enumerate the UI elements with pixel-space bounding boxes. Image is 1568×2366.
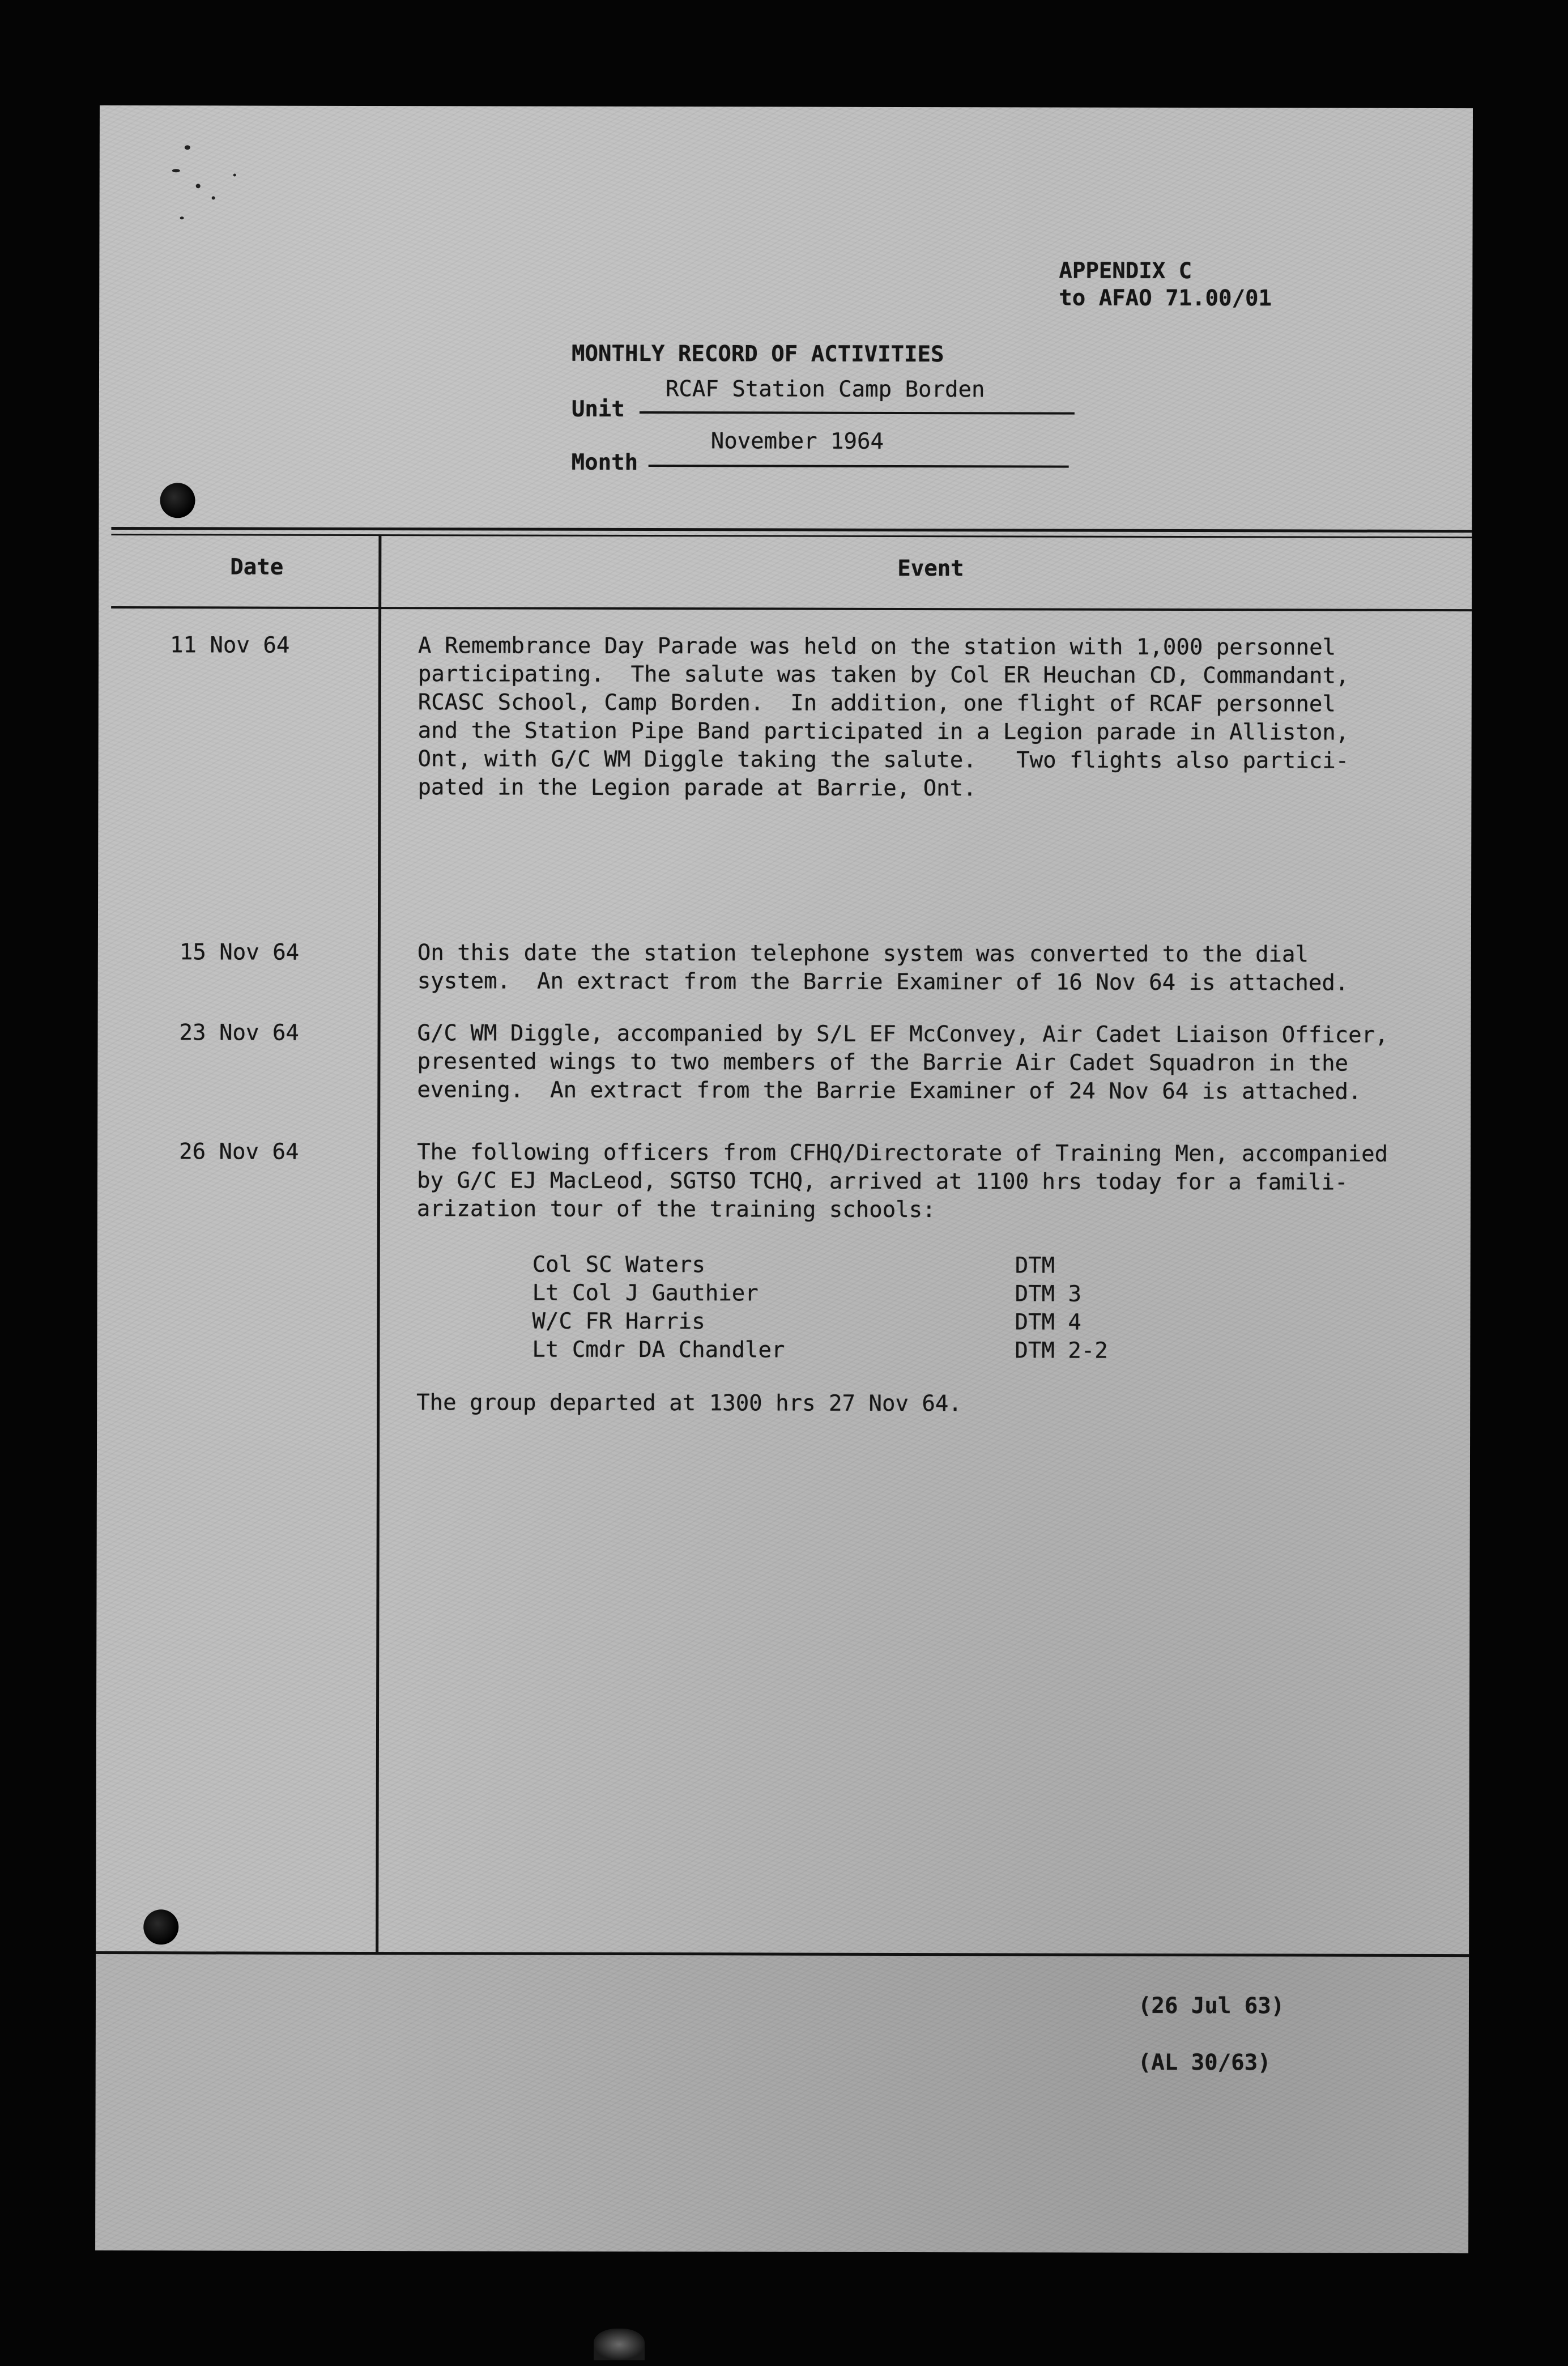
event-line: A Remembrance Day Parade was held on the station with 1,000 personnel — [417, 633, 1336, 661]
event-entry — [417, 632, 1349, 803]
event-entry — [417, 939, 1349, 997]
month-label: Month — [571, 449, 638, 475]
unit-value: RCAF Station Camp Borden — [665, 376, 985, 403]
event-line: by G/C EJ MacLeod, SGTSO TCHQ, arrived at 1100 hrs today for a famili- — [416, 1168, 1348, 1195]
event-entry — [417, 1019, 1388, 1107]
amendment-stamp: (AL 30/63) — [1137, 2049, 1271, 2076]
officer-dept: DTM 2-2 — [1015, 1338, 1108, 1364]
event-line: pated in the Legion parade at Barrie, Ont. — [417, 775, 977, 802]
table-top-rule-2 — [111, 534, 1472, 538]
event-closing-line: The group departed at 1300 hrs 27 Nov 64. — [416, 1390, 962, 1417]
ink-speck — [212, 196, 215, 199]
officer-dept: DTM 3 — [1015, 1281, 1082, 1307]
entry-date: 11 Nov 64 — [169, 632, 290, 658]
month-underline — [649, 465, 1069, 468]
ink-speck — [196, 184, 201, 188]
punch-hole-top — [160, 483, 195, 518]
event-line: presented wings to two members of the Barrie Air Cadet Squadron in the — [417, 1049, 1349, 1076]
event-line: G/C WM Diggle, accompanied by S/L EF McConvey, Air Cadet Liaison Officer, — [417, 1020, 1388, 1048]
event-line: arization tour of the training schools: — [416, 1196, 936, 1223]
unit-underline — [640, 411, 1075, 415]
officer-name: Lt Col J Gauthier — [532, 1280, 759, 1307]
header-divider — [111, 606, 1472, 611]
event-line: Ont, with G/C WM Diggle taking the salute. Two flights also partici- — [417, 746, 1349, 774]
punch-hole-bottom — [143, 1909, 178, 1944]
event-line: evening. An extract from the Barrie Examiner of 24 Nov 64 is attached. — [417, 1077, 1362, 1105]
month-value: November 1964 — [710, 428, 884, 454]
event-line: participating. The salute was taken by Col ER Heuchan CD, Commandant, — [417, 661, 1349, 689]
unit-label: Unit — [571, 396, 625, 422]
ink-speck — [180, 216, 184, 219]
event-line: system. An extract from the Barrie Examiner of 16 Nov 64 is attached. — [417, 968, 1349, 996]
officer-dept: DTM — [1015, 1253, 1055, 1279]
binder-clip — [594, 2329, 645, 2360]
ink-speck — [233, 173, 236, 176]
ink-speck — [172, 169, 180, 172]
event-line: and the Station Pipe Band participated in a Legion parade in Alliston, — [417, 718, 1349, 746]
reference-label: to AFAO 71.00/01 — [1059, 285, 1272, 312]
table-top-rule — [111, 527, 1472, 533]
event-line: RCASC School, Camp Borden. In addition, one flight of RCAF personnel — [417, 690, 1336, 717]
officer-name: Col SC Waters — [532, 1252, 706, 1278]
form-title: MONTHLY RECORD OF ACTIVITIES — [572, 341, 944, 368]
column-header-event: Event — [897, 555, 964, 582]
entry-date: 23 Nov 64 — [179, 1020, 299, 1046]
event-line: The following officers from CFHQ/Directorate of Training Men, accompanied — [417, 1139, 1388, 1167]
officer-name: W/C FR Harris — [532, 1308, 705, 1335]
ink-speck — [185, 145, 190, 150]
date-column-divider — [376, 535, 381, 1953]
officer-dept: DTM 4 — [1015, 1309, 1081, 1335]
form-date-stamp: (26 Jul 63) — [1137, 1993, 1285, 2019]
event-entry — [417, 1138, 1388, 1225]
entry-date: 15 Nov 64 — [179, 939, 300, 965]
officer-name: Lt Cmdr DA Chandler — [532, 1337, 785, 1363]
event-line: On this date the station telephone system was converted to the dial — [417, 940, 1309, 968]
document-page — [95, 105, 1473, 2253]
entry-date: 26 Nov 64 — [179, 1139, 299, 1165]
column-header-date: Date — [230, 554, 284, 580]
appendix-label: APPENDIX C — [1059, 258, 1192, 284]
